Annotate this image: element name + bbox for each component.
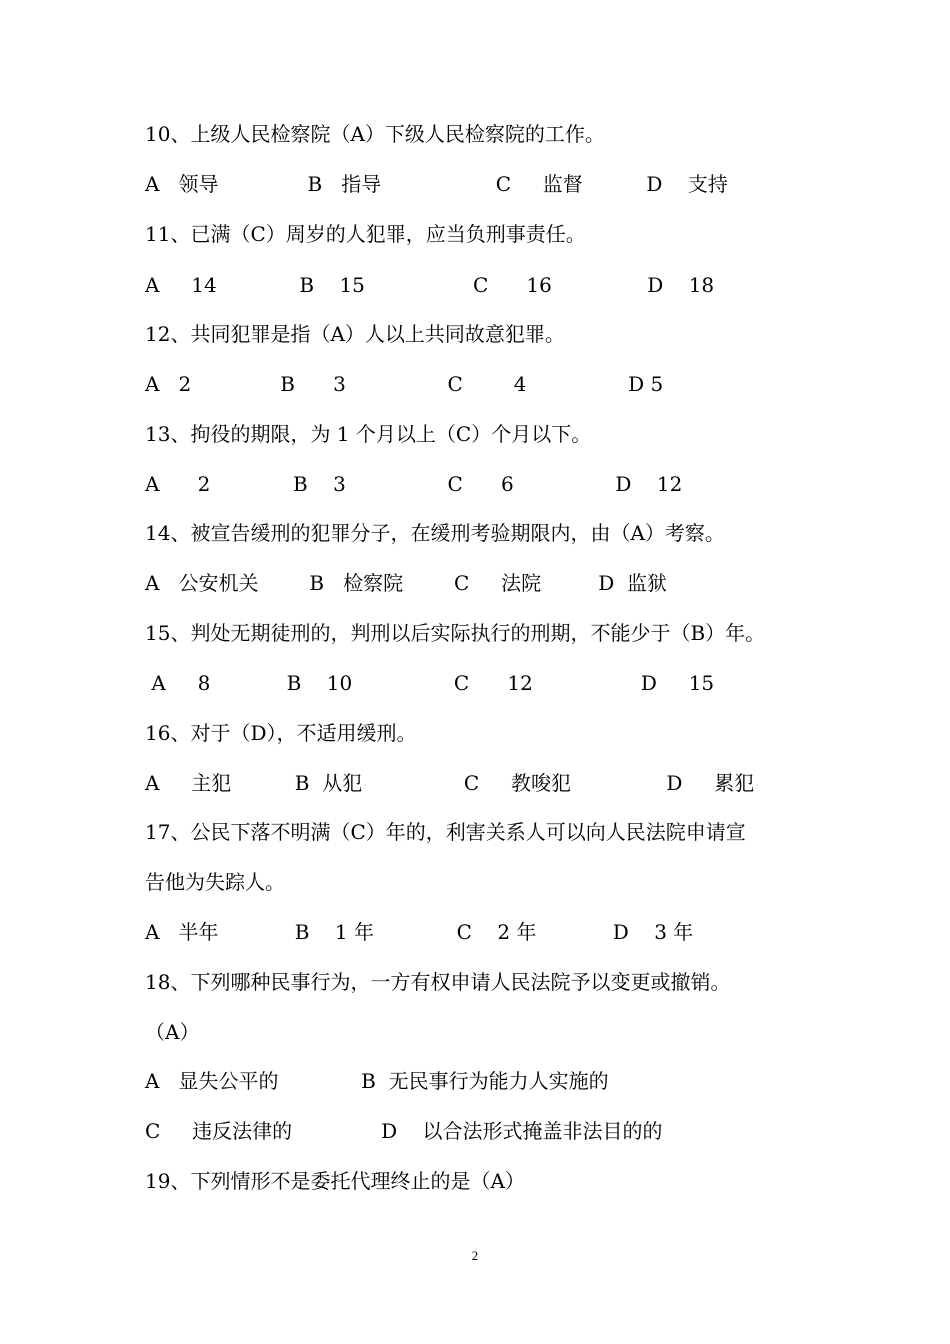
options-15: A 8 B 10 C 12 D 15 bbox=[145, 671, 715, 695]
question-17-line-1: 17、公民下落不明满（C）年的，利害关系人可以向人民法院申请宣 bbox=[145, 820, 746, 844]
options-13: A 2 B 3 C 6 D 12 bbox=[145, 472, 683, 496]
page-number: 2 bbox=[471, 1248, 479, 1263]
options-11: A 14 B 15 C 16 D 18 bbox=[145, 273, 715, 297]
question-19: 19、下列情形不是委托代理终止的是（A） bbox=[145, 1169, 525, 1193]
question-12: 12、共同犯罪是指（A）人以上共同故意犯罪。 bbox=[145, 322, 565, 346]
options-17: A 半年 B 1 年 C 2 年 D 3 年 bbox=[145, 920, 694, 944]
options-18-row-1: A 显失公平的 B 无民事行为能力人实施的 bbox=[145, 1069, 609, 1093]
question-17-line-2: 告他为失踪人。 bbox=[145, 870, 285, 894]
question-10: 10、上级人民检察院（A）下级人民检察院的工作。 bbox=[145, 122, 605, 146]
question-14: 14、被宣告缓刑的犯罪分子，在缓刑考验期限内，由（A）考察。 bbox=[145, 521, 725, 545]
options-14: A 公安机关 B 检察院 C 法院 D 监狱 bbox=[145, 571, 668, 595]
options-12: A 2 B 3 C 4 D 5 bbox=[145, 372, 664, 396]
question-13: 13、拘役的期限，为 1 个月以上（C）个月以下。 bbox=[145, 422, 592, 446]
options-18-row-2: C 违反法律的 D 以合法形式掩盖非法目的的 bbox=[145, 1119, 663, 1143]
question-18-line-1: 18、下列哪种民事行为，一方有权申请人民法院予以变更或撤销。 bbox=[145, 970, 731, 994]
question-15: 15、判处无期徒刑的，判刑以后实际执行的刑期，不能少于（B）年。 bbox=[145, 621, 766, 645]
options-10: A 领导 B 指导 C 监督 D 支持 bbox=[145, 172, 728, 196]
question-16: 16、对于（D），不适用缓刑。 bbox=[145, 721, 417, 745]
question-18-line-2: （A） bbox=[145, 1020, 200, 1044]
question-11: 11、已满（C）周岁的人犯罪，应当负刑事责任。 bbox=[145, 222, 586, 246]
options-16: A 主犯 B 从犯 C 教唆犯 D 累犯 bbox=[145, 771, 755, 795]
